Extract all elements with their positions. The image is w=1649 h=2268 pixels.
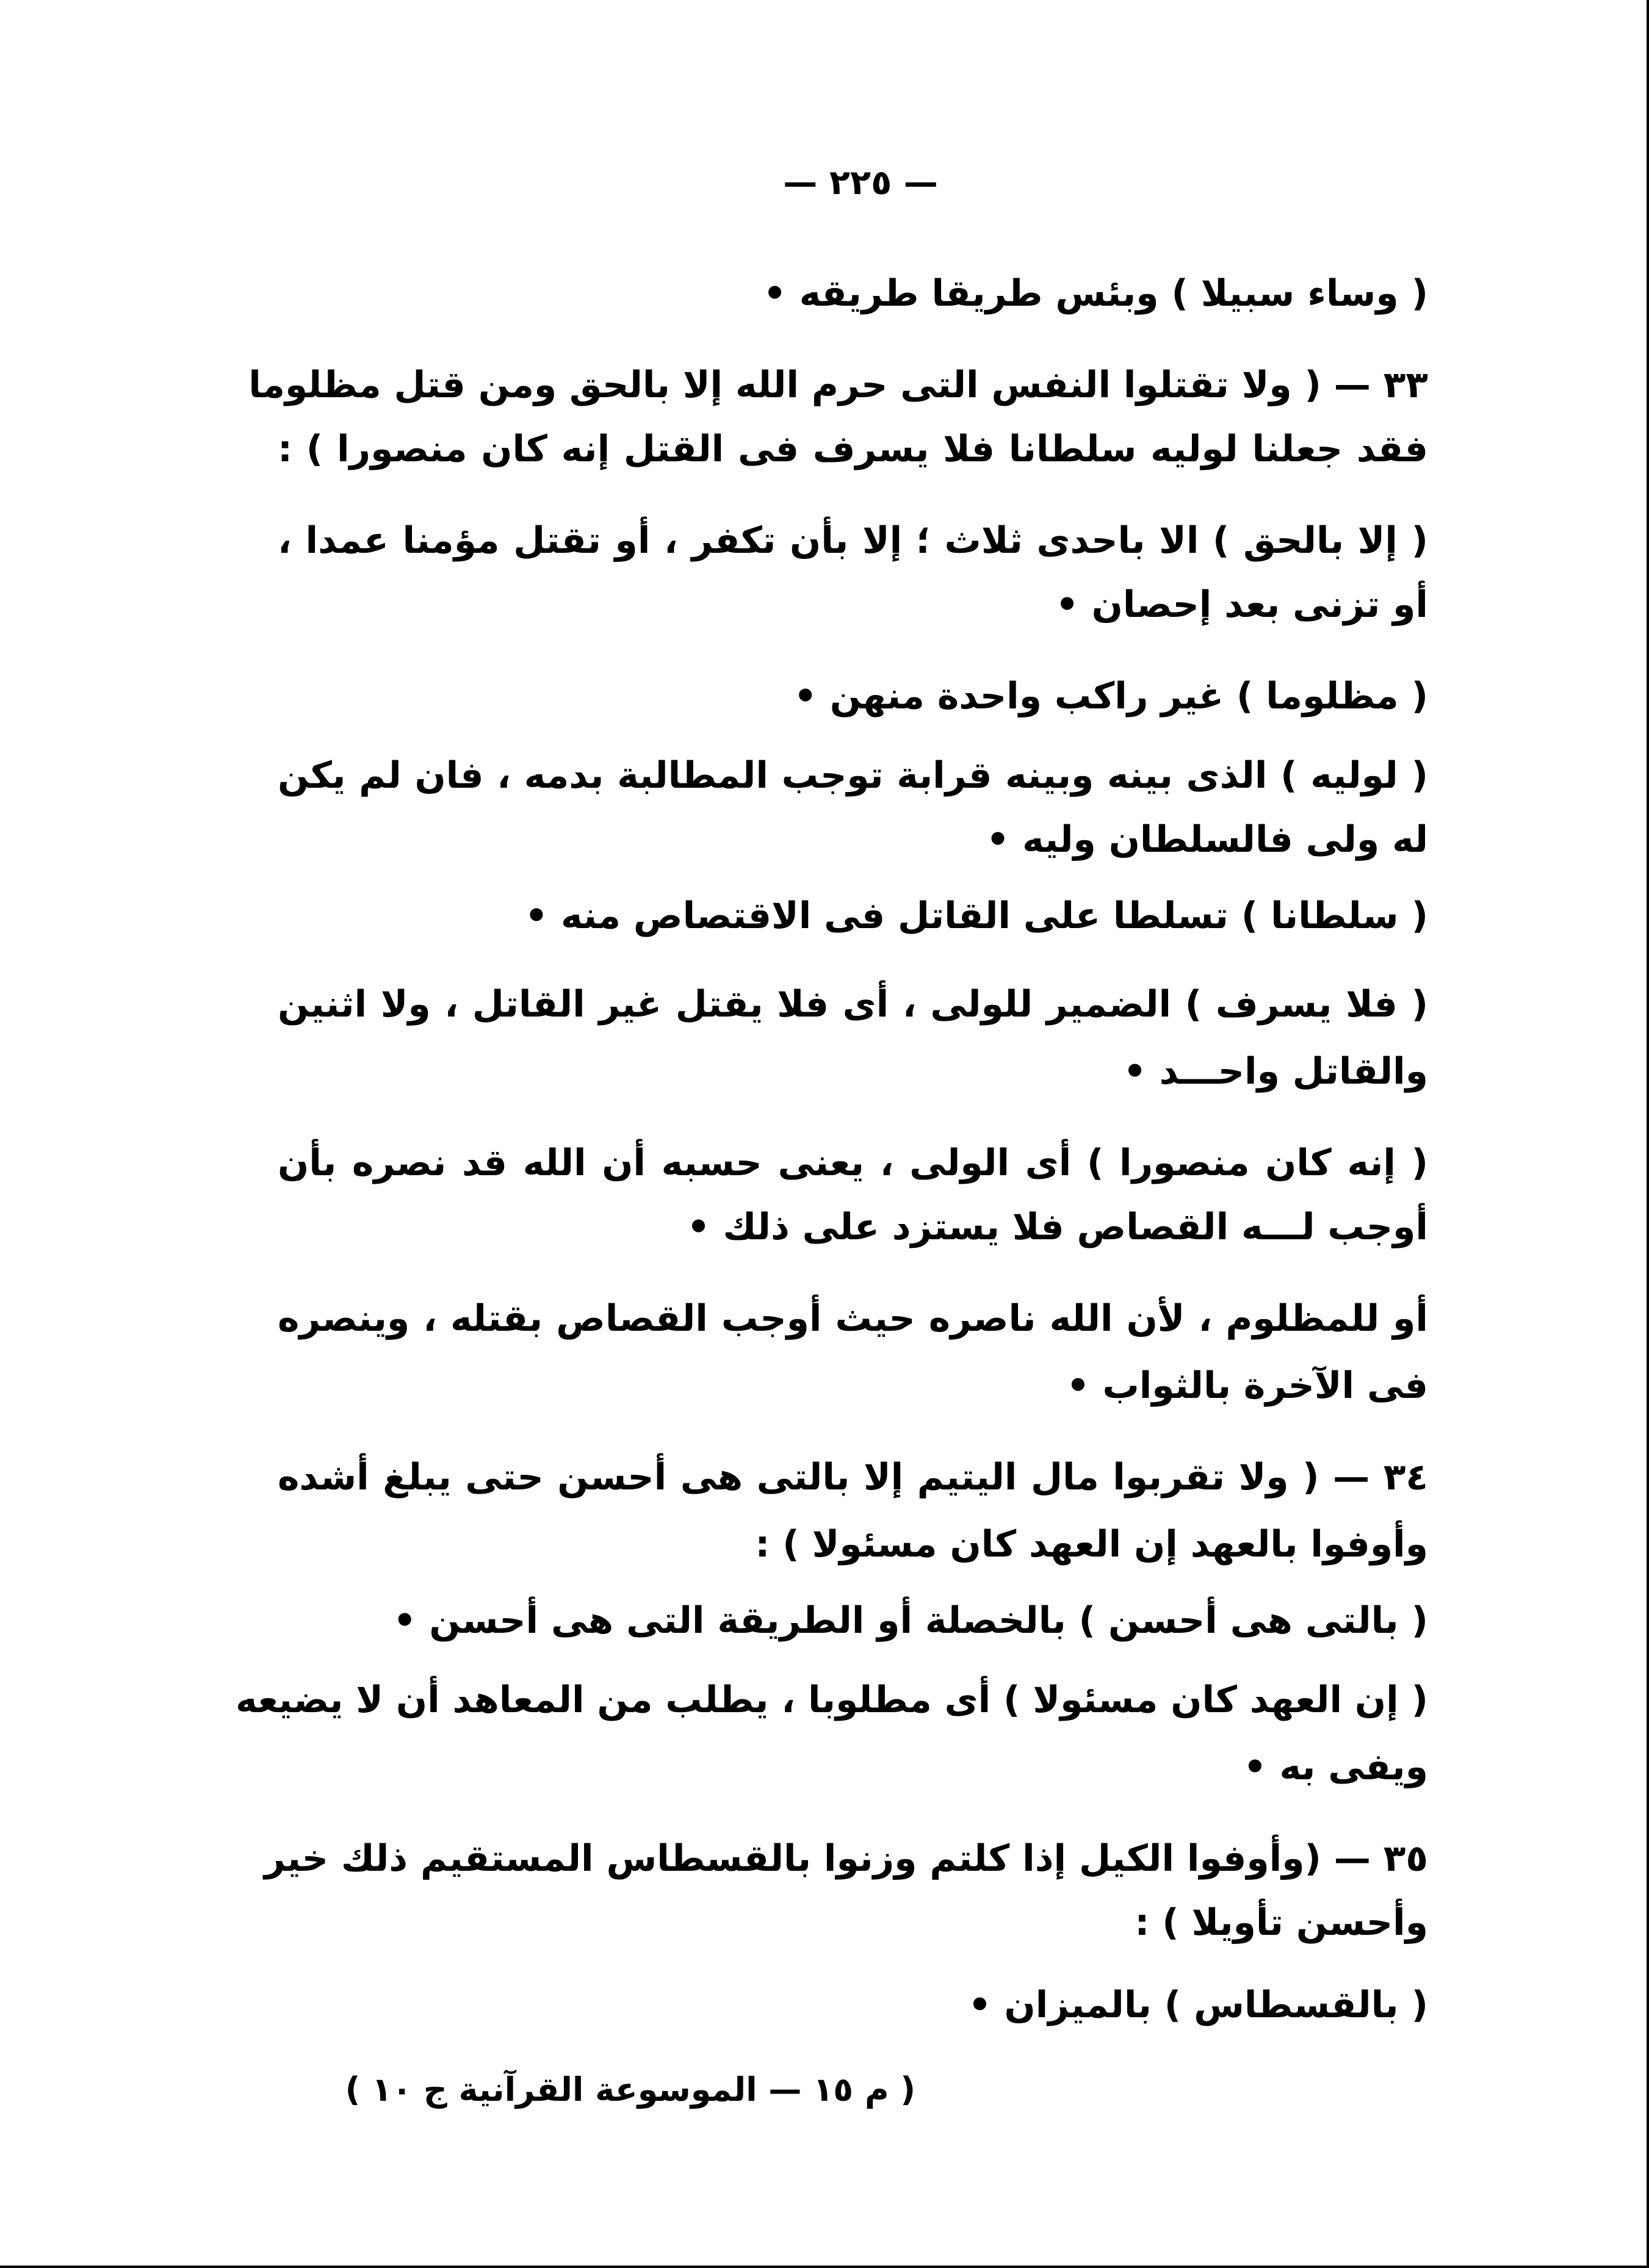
text-line-8: له ولى فالسلطان وليه • — [986, 818, 1428, 861]
text-line-12: ( إنه كان منصورا ) أى الولى ، يعنى حسبه أن الله قد نصره بأن — [278, 1142, 1428, 1184]
text-line-10: ( فلا يسرف ) الضمير للولى ، أى فلا يقتل غير القاتل ، ولا اثنين — [278, 983, 1428, 1026]
text-line-23: ( بالقسطاس ) بالميزان • — [968, 1984, 1428, 2026]
page-border-bottom — [0, 2266, 1649, 2268]
text-line-11: والقاتل واحـــد • — [1123, 1050, 1428, 1093]
page-footer: ( م ١٥ — الموسوعة القرآنية ج ١٠ ) — [345, 2070, 915, 2109]
text-line-21: ٣٥ — (وأوفوا الكيل إذا كلتم وزنوا بالقسطاس المستقيم ذلك خير — [264, 1837, 1428, 1880]
text-line-15: فى الآخرة بالثواب • — [1066, 1364, 1428, 1407]
text-line-6: ( مظلوما ) غير راكب واحدة منهن • — [793, 675, 1428, 718]
text-line-13: أوجب لـــه القصاص فلا يستزد على ذلك • — [687, 1206, 1428, 1248]
text-line-1: ( وساء سبيلا ) وبئس طريقا طريقه • — [763, 272, 1428, 315]
text-line-4: ( إلا بالحق ) الا باحدى ثلاث ؛ إلا بأن تكفر ، أو تقتل مؤمنا عمدا ، — [278, 519, 1428, 562]
page-border-right — [1647, 0, 1649, 2268]
text-line-19: ( إن العهد كان مسئولا ) أى مطلوبا ، يطلب من المعاهد أن لا يضيعه — [236, 1679, 1428, 1721]
text-line-9: ( سلطانا ) تسلطا على القاتل فى الاقتصاص منه • — [524, 895, 1428, 937]
text-line-7: ( لوليه ) الذى بينه وبينه قرابة توجب المطالبة بدمه ، فان لم يكن — [278, 754, 1428, 797]
text-line-16: ٣٤ — ( ولا تقربوا مال اليتيم إلا بالتى هى أحسن حتى يبلغ أشده — [278, 1456, 1428, 1499]
text-line-14: أو للمظلوم ، لأن الله ناصره حيث أوجب القصاص بقتله ، وينصره — [278, 1297, 1428, 1340]
text-line-17: وأوفوا بالعهد إن العهد كان مسئولا ) : — [755, 1523, 1428, 1566]
text-line-2: ٣٣ — ( ولا تقتلوا النفس التى حرم الله إلا بالحق ومن قتل مظلوما — [248, 364, 1428, 406]
text-line-20: ويفى به • — [1243, 1746, 1428, 1788]
text-line-18: ( بالتى هى أحسن ) بالخصلة أو الطريقة التى هى أحسن • — [392, 1599, 1428, 1642]
page-number: — ٢٢٥ — — [783, 163, 938, 203]
text-line-22: وأحسن تأويلا ) : — [1135, 1901, 1428, 1944]
text-line-5: أو تزنى بعد إحصان • — [1055, 583, 1428, 626]
text-line-3: فقد جعلنا لوليه سلطانا فلا يسرف فى القتل إنه كان منصورا ) : — [278, 428, 1428, 470]
